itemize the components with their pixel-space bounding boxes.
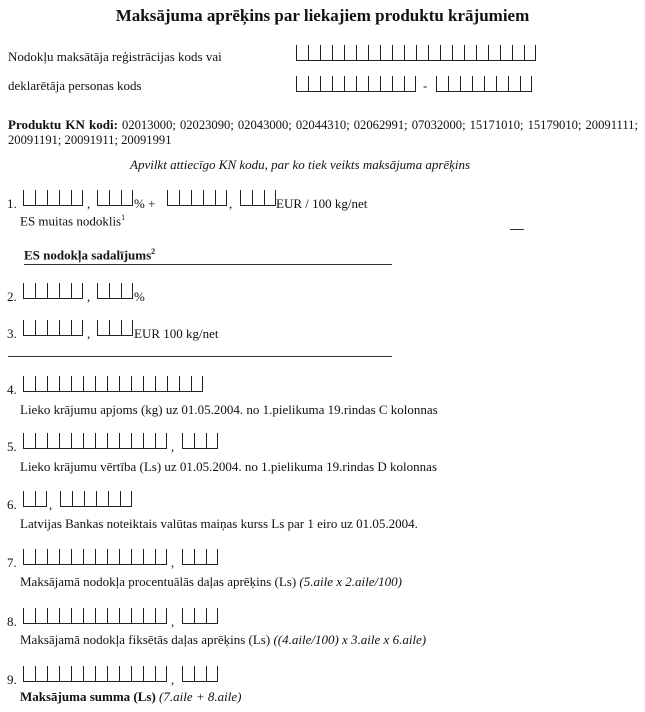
row-9-formula: (7.aile + 8.aile) <box>155 689 242 704</box>
row-9-number: 9. <box>7 672 17 687</box>
row-1-unit: EUR / 100 kg/net <box>276 196 368 211</box>
row-3-comma: , <box>87 326 91 341</box>
row-2-number: 2. <box>7 289 17 304</box>
row-9-integer-input[interactable] <box>23 666 167 683</box>
row-5-decimal-input[interactable] <box>182 433 218 450</box>
row-7-integer-input[interactable] <box>23 549 167 566</box>
row-5-number: 5. <box>7 439 17 454</box>
row-1-pct-decimal-input[interactable] <box>97 190 133 207</box>
row-6-label: Latvijas Bankas noteiktais valūtas maiņas kurss Ls par 1 eiro uz 01.05.2004. <box>20 516 418 531</box>
row-2-decimal-input[interactable] <box>97 283 133 300</box>
row-3-integer-input[interactable] <box>23 320 83 337</box>
row-8-formula: ((4.aile/100) x 3.aile x 6.aile) <box>273 632 427 647</box>
personal-code-part1-input[interactable] <box>296 76 416 93</box>
taxpayer-label-line1: Nodokļu maksātāja reģistrācijas kods vai <box>8 49 222 64</box>
row-1-comma-2: , <box>229 196 233 211</box>
row-9-decimal-input[interactable] <box>182 666 218 683</box>
row-2-comma: , <box>87 289 91 304</box>
personal-code-separator: - <box>423 78 428 93</box>
row-8-label: Maksājamā nodokļa fiksētās daļas aprēķins (Ls) ((4.aile/100) x 3.aile x 6.aile) <box>20 632 427 647</box>
kn-codes-label: Produktu KN kodi: <box>8 117 118 132</box>
kn-codes-paragraph <box>8 117 638 148</box>
row-6-decimal-input[interactable] <box>60 491 132 508</box>
row-1-pct-integer-input[interactable] <box>23 190 83 207</box>
row-1-eur-decimal-input[interactable] <box>240 190 276 207</box>
taxpayer-label-line2: deklarētāja personas kods <box>8 78 142 93</box>
row-7-decimal-input[interactable] <box>182 549 218 566</box>
row-5-integer-input[interactable] <box>23 433 167 450</box>
row-3-unit: EUR 100 kg/net <box>134 326 219 341</box>
personal-code-part2-input[interactable] <box>436 76 532 93</box>
divider-short <box>510 229 524 230</box>
row-1-label: ES muitas nodoklis$^1$ <box>20 213 126 229</box>
section-divider <box>8 356 392 357</box>
row-6-comma: , <box>49 497 53 512</box>
row-2-unit: % <box>134 289 145 304</box>
row-9-label-bold: Maksājuma summa (Ls) <box>20 689 156 704</box>
row-9-comma: , <box>171 672 175 687</box>
row-1-percent-plus: % + <box>134 196 156 211</box>
row-5-label: Lieko krājumu vērtība (Ls) uz 01.05.2004. no 1.pielikuma 19.rindas D kolonnas <box>20 459 438 474</box>
form-title: Maksājuma aprēķins par liekajiem produktu krājumiem <box>115 6 530 25</box>
row-1-eur-integer-input[interactable] <box>167 190 227 207</box>
row-1-comma-1: , <box>87 196 91 211</box>
registration-code-input[interactable] <box>296 45 536 62</box>
row-3-decimal-input[interactable] <box>97 320 133 337</box>
row-8-decimal-input[interactable] <box>182 608 218 625</box>
es-tax-heading-rule <box>24 264 392 265</box>
row-4-label: Lieko krājumu apjoms (kg) uz 01.05.2004. no 1.pielikuma 19.rindas C kolonnas <box>20 402 438 417</box>
row-8-integer-input[interactable] <box>23 608 167 625</box>
row-5-comma: , <box>171 439 175 454</box>
row-6-number: 6. <box>7 497 17 512</box>
row-4-number: 4. <box>7 382 17 397</box>
row-6-integer-input[interactable] <box>23 491 47 508</box>
row-7-comma: , <box>171 555 175 570</box>
row-1-number: 1. <box>7 196 17 211</box>
row-4-input[interactable] <box>23 376 203 393</box>
row-2-integer-input[interactable] <box>23 283 83 300</box>
row-8-number: 8. <box>7 614 17 629</box>
row-8-comma: , <box>171 614 175 629</box>
row-9-label <box>20 689 241 705</box>
kn-codes-list: 02013000; 02023090; 02043000; 02044310; 02062991; 07032000; 15171010; 15179010; 20091111; 20091191; 20091911; 20091991 <box>8 118 638 147</box>
es-tax-heading: ES nodokļa sadalījums$^2$ <box>24 247 156 263</box>
row-3-number: 3. <box>7 326 17 341</box>
row-7-number: 7. <box>7 555 17 570</box>
row-7-label: Maksājamā nodokļa procentuālās daļas aprēķins (Ls) (5.aile x 2.aile/100) <box>20 574 402 589</box>
kn-codes-instruction: Apvilkt attiecīgo KN kodu, par ko tiek veikts maksājuma aprēķins <box>130 157 471 172</box>
row-7-formula: (5.aile x 2.aile/100) <box>299 574 402 589</box>
